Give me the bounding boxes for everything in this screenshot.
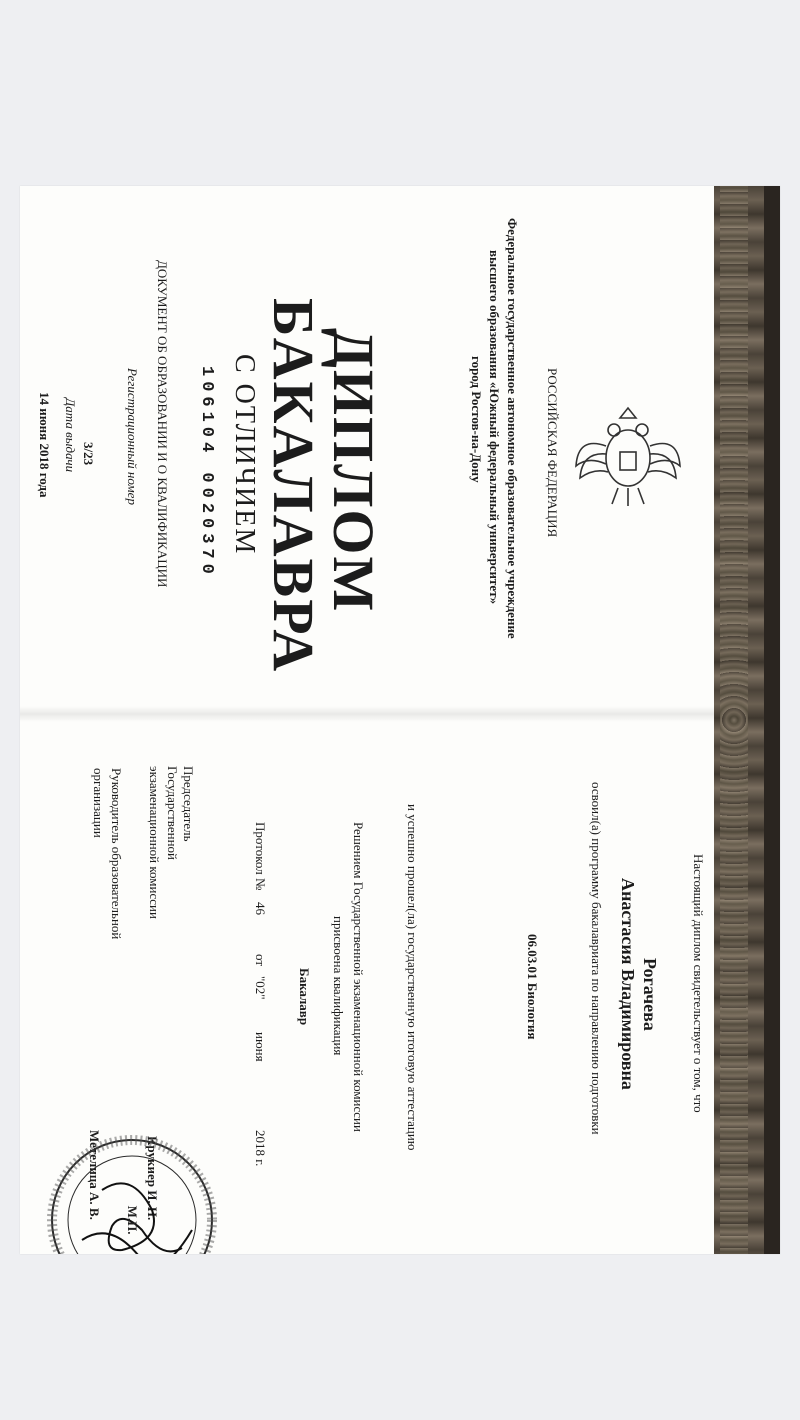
serial-number: 106104 0020370: [197, 366, 216, 579]
degree-title: БАКАЛАВРА: [261, 298, 326, 674]
decorative-border: [714, 186, 780, 1254]
protocol-day: "02": [253, 976, 268, 1000]
program-line: освоил(а) программу бакалавриата по направлению подготовки: [589, 782, 604, 1135]
graduate-given-names: Анастасия Владимировна: [618, 878, 638, 1090]
diploma-scan: [20, 186, 780, 1254]
honors-title: С ОТЛИЧИЕМ: [229, 354, 260, 556]
registration-number: 3/23: [81, 442, 96, 466]
institution-city: город Ростов-на-Дону: [469, 356, 484, 483]
diploma-title: ДИПЛОМ: [321, 328, 386, 614]
qualification: Бакалавр: [297, 968, 312, 1026]
issue-date-label: Дата выдачи: [63, 398, 78, 473]
decision-line-2: присвоена квалификация: [331, 916, 346, 1056]
chair-title-3: экзаменационной комиссии: [147, 766, 162, 919]
country-label: РОССИЙСКАЯ ФЕДЕРАЦИЯ: [545, 368, 560, 538]
page-fold: [20, 706, 714, 722]
head-title-2: организации: [91, 768, 106, 838]
chair-title-2: Государственной: [165, 766, 180, 861]
institution-line-1: Федеральное государственное автономное образовательное учреждение: [505, 218, 520, 639]
graduate-surname: Рогачева: [640, 958, 660, 1031]
decision-line-1: Решением Государственной экзаменационной комиссии: [351, 822, 366, 1132]
intro-text: Настоящий диплом свидетельствует о том, что: [691, 854, 706, 1113]
chair-name: Крукиер И. Н.: [145, 1136, 160, 1221]
institution-line-2: высшего образования «Южный федеральный университет»: [487, 250, 502, 605]
protocol-number: 46: [253, 902, 268, 915]
issue-date: 14 июня 2018 года: [37, 392, 52, 498]
seal-abbrev: М.П.: [125, 1205, 140, 1235]
protocol-from: от: [253, 954, 268, 967]
protocol-label: Протокол №: [253, 822, 268, 891]
attestation-text: и успешно прошел(ла) государственную итоговую аттестацию: [405, 804, 420, 1151]
protocol-month: июня: [253, 1032, 268, 1062]
head-title-1: Руководитель образовательной: [109, 768, 124, 940]
document-type: ДОКУМЕНТ ОБ ОБРАЗОВАНИИ И О КВАЛИФИКАЦИИ: [155, 260, 170, 588]
registration-number-label: Регистрационный номер: [125, 368, 140, 505]
program-code: 06.03.01 Биология: [525, 934, 540, 1040]
chair-title-1: Председатель: [181, 766, 196, 842]
protocol-year: 2018 г.: [253, 1130, 268, 1167]
coat-of-arms-icon: [568, 396, 688, 516]
official-seal-icon: [42, 1130, 222, 1254]
head-name: Метелица А. В.: [87, 1130, 102, 1220]
